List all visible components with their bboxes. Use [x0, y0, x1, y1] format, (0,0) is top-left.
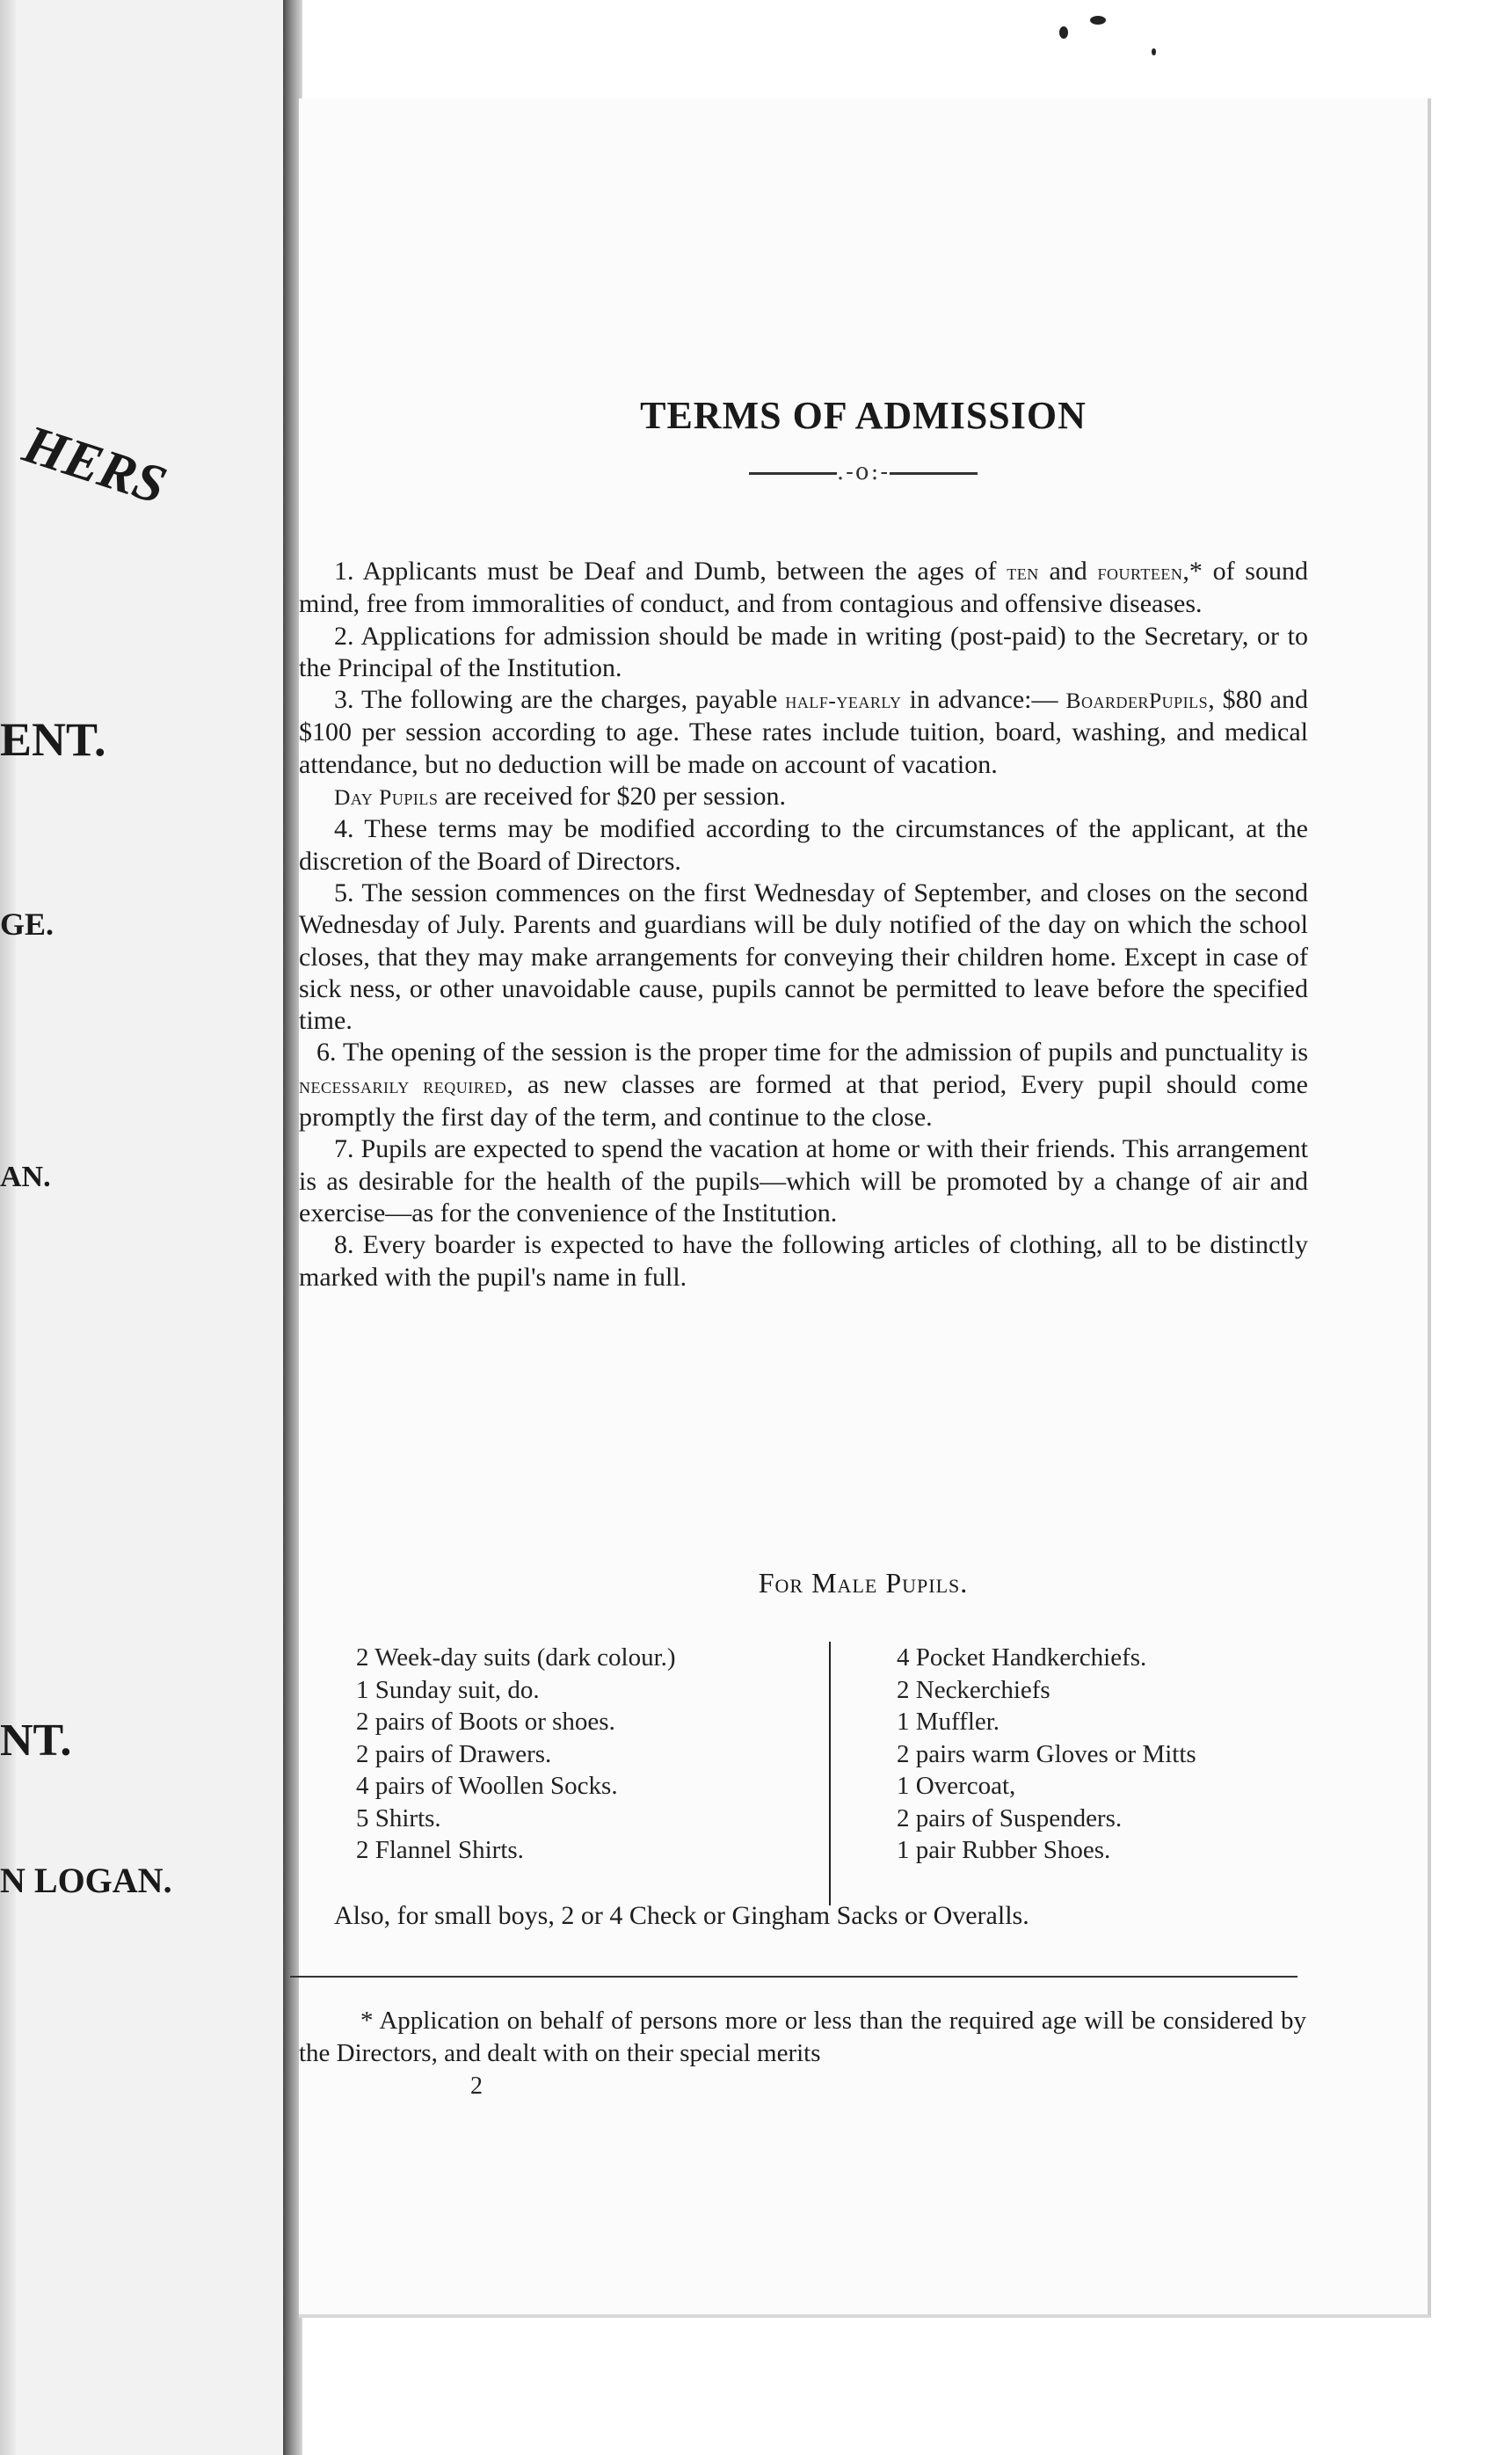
term-text: , $80 and $100 per session according to age. These rates include tuition, board, washing, and medical attendance, but no deduction will be made on account of vacation. [299, 685, 1308, 779]
clothing-list-left [356, 1642, 848, 1867]
page-shadow [0, 0, 16, 2455]
facing-page-fragment: N LOGAN. [0, 1861, 172, 1900]
term-emphasis: ten [1007, 559, 1039, 585]
term-paragraph-5: 5. The session commences on the first Wednesday of September, and closes on the second Wednesday of July. Parents and guardians will be duly notified of the day on which the school closes, that they may make arrangements for conveying their children home. Except in case of sick ness, or other unavoidable cause, pupils cannot be permitted to leave before the specified time. [299, 878, 1308, 1036]
footnote-rule [290, 1976, 1298, 1978]
term-emphasis: necessarily required [299, 1072, 507, 1098]
title-ornament [299, 459, 1428, 485]
term-emphasis: Day Pupils [334, 784, 439, 811]
term-text: 6. The opening of the session is the proper time for the admission of pupils and punctuality is [316, 1038, 1308, 1067]
clothing-item: 2 Week-day suits (dark colour.) [356, 1643, 676, 1672]
document-page [299, 98, 1431, 2318]
ornament-dash [890, 472, 978, 475]
clothing-item: 2 pairs warm Gloves or Mitts [897, 1739, 1196, 1768]
term-emphasis: BoarderPupils [1065, 688, 1209, 714]
term-paragraph-4: 4. These terms may be modified according to the circumstances of the applicant, at the discretion of the Board of Directors. [299, 814, 1308, 876]
term-paragraph-1 [299, 556, 1308, 621]
column-divider [829, 1642, 831, 1905]
term-text: , as new classes are formed at that period, Every pupil should come promptly the first day of the term, and continue to the close. [299, 1069, 1308, 1133]
term-emphasis: fourteen [1097, 559, 1183, 585]
clothing-item: 2 Neckerchiefs [897, 1675, 1050, 1704]
also-note: Also, for small boys, 2 or 4 Check or Gingham Sacks or Overalls. [334, 1901, 1029, 1930]
facing-page-fragment: NT. [0, 1716, 72, 1766]
clothing-item: 2 pairs of Suspenders. [897, 1803, 1123, 1832]
clothing-item: 2 pairs of Drawers. [356, 1739, 552, 1768]
scan-speck [1090, 16, 1106, 25]
terms-body [299, 556, 1308, 1293]
term-paragraph-8: 8. Every boarder is expected to have the following articles of clothing, all to be distinctly marked with the pupil's name in full. [299, 1230, 1308, 1292]
ornament-mark: .-o:- [836, 459, 890, 485]
term-paragraph-2: 2. Applications for admission should be made in writing (post-paid) to the Secretary, or to the Principal of the Institution. [299, 621, 1308, 682]
clothing-item: 1 Sunday suit, do. [356, 1675, 540, 1704]
clothing-item: 2 pairs of Boots or shoes. [356, 1708, 615, 1736]
scan-speck [1059, 26, 1068, 39]
clothing-item: 4 pairs of Woollen Socks. [356, 1772, 618, 1800]
clothing-item: 1 Muffler. [897, 1708, 1000, 1736]
clothing-list-right [897, 1642, 1354, 1867]
term-text: in advance:— [901, 685, 1066, 715]
term-text: 1. Applicants must be Deaf and Dumb, between the ages of [334, 557, 1007, 586]
term-paragraph-7: 7. Pupils are expected to spend the vacation at home or with their friends. This arrangement is as desirable for the health of the pupils—which will be promoted by a change of air and exercise—as for the convenience of the Institution. [299, 1134, 1308, 1228]
term-text: ,* of sound mind, free from immoralities of conduct, and from contagious and offensive diseases. [299, 557, 1308, 619]
term-paragraph-6 [299, 1037, 1308, 1133]
facing-page-fragment: HERS [16, 413, 174, 516]
term-paragraph-3 [299, 684, 1308, 781]
page-number: 2 [470, 2073, 483, 2100]
facing-page [0, 0, 290, 2455]
ornament-dash [749, 472, 837, 475]
clothing-item: 5 Shirts. [356, 1803, 441, 1832]
clothing-item: 1 pair Rubber Shoes. [897, 1836, 1111, 1864]
term-emphasis: half-yearly [785, 688, 902, 714]
clothing-heading: For Male Pupils. [758, 1567, 969, 1599]
facing-page-fragment: AN. [0, 1161, 51, 1193]
clothing-item: 1 Overcoat, [897, 1772, 1016, 1800]
facing-page-fragment: ENT. [0, 713, 106, 766]
term-paragraph-day-pupils [299, 781, 1308, 813]
term-text: 3. The following are the charges, payable [334, 685, 786, 715]
clothing-item: 4 Pocket Handkerchiefs. [897, 1643, 1147, 1672]
page-title: TERMS OF ADMISSION [640, 394, 1087, 437]
clothing-item: 2 Flannel Shirts. [356, 1836, 524, 1864]
footnote: * Application on behalf of persons more or less than the required age will be considered by the Directors, and dealt with on their special merits [299, 2007, 1306, 2067]
term-text: and [1038, 557, 1098, 586]
facing-page-fragment: GE. [0, 907, 55, 942]
term-text: are received for $20 per session. [438, 782, 786, 812]
scan-speck [1152, 48, 1156, 55]
